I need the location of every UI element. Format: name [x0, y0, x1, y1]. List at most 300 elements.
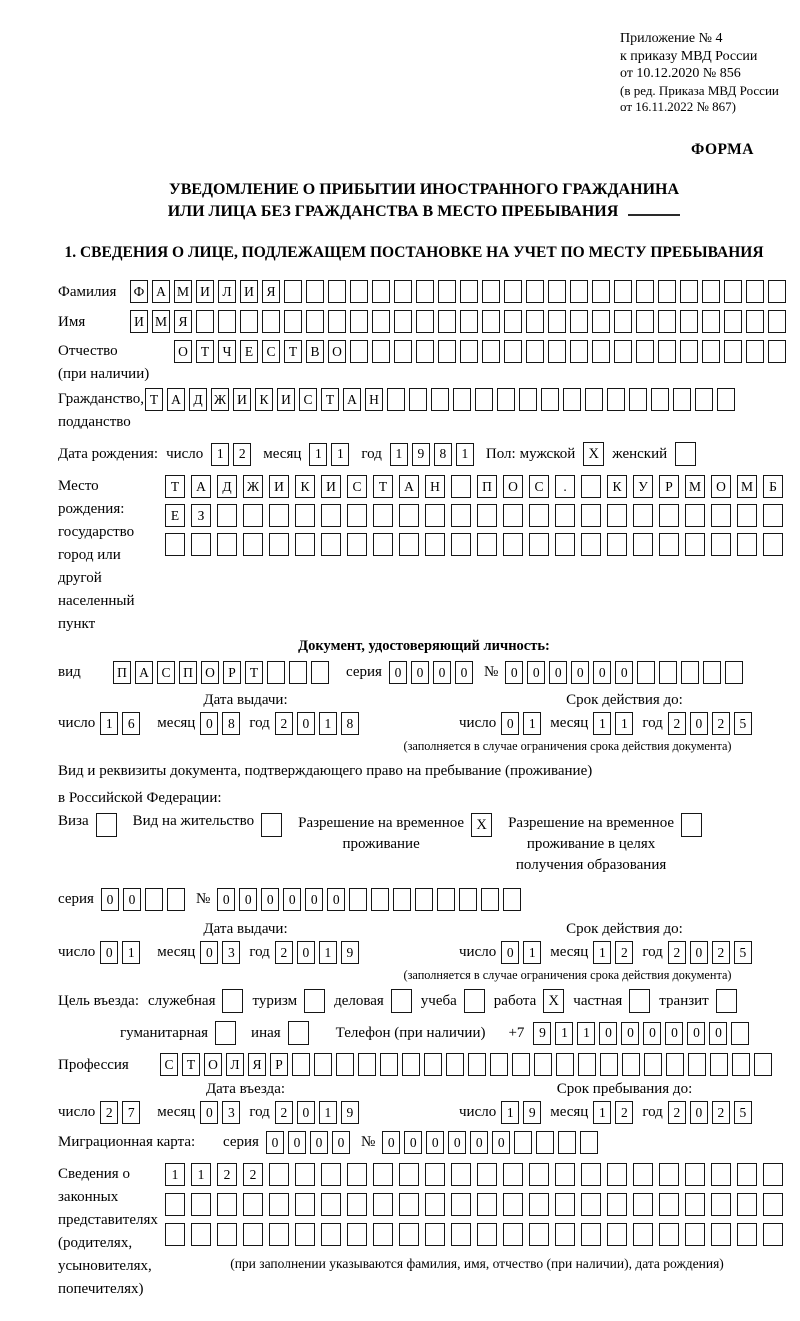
- char-cell[interactable]: [373, 1193, 393, 1216]
- char-cell[interactable]: [269, 1193, 289, 1216]
- char-cell[interactable]: [607, 388, 625, 411]
- char-cell[interactable]: [514, 1131, 532, 1154]
- char-cell[interactable]: М: [174, 280, 192, 303]
- char-cell[interactable]: [438, 280, 456, 303]
- char-cell[interactable]: [548, 280, 566, 303]
- char-cell[interactable]: [289, 661, 307, 684]
- char-cell[interactable]: [196, 310, 214, 333]
- char-cell[interactable]: [460, 310, 478, 333]
- char-cell[interactable]: О: [503, 475, 523, 498]
- char-cell[interactable]: [703, 661, 721, 684]
- char-cell[interactable]: 1: [615, 712, 633, 735]
- char-cell[interactable]: П: [179, 661, 197, 684]
- char-cell[interactable]: О: [711, 475, 731, 498]
- char-cell[interactable]: 1: [122, 941, 140, 964]
- char-cell[interactable]: [622, 1053, 640, 1076]
- char-cell[interactable]: [659, 1193, 679, 1216]
- char-cell[interactable]: И: [240, 280, 258, 303]
- char-cell[interactable]: 0: [200, 1101, 218, 1124]
- char-cell[interactable]: [217, 1193, 237, 1216]
- char-cell[interactable]: [399, 504, 419, 527]
- char-cell[interactable]: [425, 504, 445, 527]
- char-cell[interactable]: [519, 388, 537, 411]
- char-cell[interactable]: [555, 1163, 575, 1186]
- char-cell[interactable]: [490, 1053, 508, 1076]
- char-cell[interactable]: [658, 310, 676, 333]
- char-cell[interactable]: [534, 1053, 552, 1076]
- char-cell[interactable]: [451, 475, 471, 498]
- char-cell[interactable]: 0: [621, 1022, 639, 1045]
- char-cell[interactable]: [262, 310, 280, 333]
- char-cell[interactable]: [482, 310, 500, 333]
- char-cell[interactable]: [394, 340, 412, 363]
- char-cell[interactable]: А: [399, 475, 419, 498]
- char-cell[interactable]: [459, 888, 477, 911]
- char-cell[interactable]: Н: [425, 475, 445, 498]
- char-cell[interactable]: С: [299, 388, 317, 411]
- char-cell[interactable]: 0: [615, 661, 633, 684]
- char-cell[interactable]: [373, 1163, 393, 1186]
- char-cell[interactable]: 5: [734, 712, 752, 735]
- char-cell[interactable]: Я: [174, 310, 192, 333]
- char-cell[interactable]: 0: [310, 1131, 328, 1154]
- char-cell[interactable]: [347, 504, 367, 527]
- char-cell[interactable]: [711, 1193, 731, 1216]
- char-cell[interactable]: [503, 1223, 523, 1246]
- char-cell[interactable]: [409, 388, 427, 411]
- char-cell[interactable]: [399, 533, 419, 556]
- work-checkbox[interactable]: X: [543, 989, 564, 1013]
- char-cell[interactable]: 1: [523, 712, 541, 735]
- char-cell[interactable]: Т: [196, 340, 214, 363]
- char-cell[interactable]: [349, 888, 367, 911]
- char-cell[interactable]: 9: [412, 443, 430, 466]
- char-cell[interactable]: [267, 661, 285, 684]
- char-cell[interactable]: [702, 280, 720, 303]
- char-cell[interactable]: 0: [239, 888, 257, 911]
- char-cell[interactable]: [607, 1193, 627, 1216]
- char-cell[interactable]: 0: [527, 661, 545, 684]
- char-cell[interactable]: [393, 888, 411, 911]
- char-cell[interactable]: [711, 1223, 731, 1246]
- char-cell[interactable]: Т: [373, 475, 393, 498]
- char-cell[interactable]: [165, 1223, 185, 1246]
- char-cell[interactable]: [321, 533, 341, 556]
- char-cell[interactable]: [503, 888, 521, 911]
- char-cell[interactable]: 0: [549, 661, 567, 684]
- char-cell[interactable]: [556, 1053, 574, 1076]
- transit-checkbox[interactable]: [716, 989, 737, 1013]
- char-cell[interactable]: [636, 310, 654, 333]
- char-cell[interactable]: [399, 1193, 419, 1216]
- char-cell[interactable]: [548, 310, 566, 333]
- char-cell[interactable]: [475, 388, 493, 411]
- char-cell[interactable]: [737, 1223, 757, 1246]
- char-cell[interactable]: Б: [763, 475, 783, 498]
- char-cell[interactable]: [526, 280, 544, 303]
- char-cell[interactable]: [284, 310, 302, 333]
- char-cell[interactable]: [416, 280, 434, 303]
- char-cell[interactable]: 2: [275, 941, 293, 964]
- char-cell[interactable]: К: [295, 475, 315, 498]
- char-cell[interactable]: П: [477, 475, 497, 498]
- char-cell[interactable]: И: [269, 475, 289, 498]
- char-cell[interactable]: [724, 280, 742, 303]
- char-cell[interactable]: 0: [687, 1022, 705, 1045]
- char-cell[interactable]: 3: [222, 1101, 240, 1124]
- char-cell[interactable]: [581, 504, 601, 527]
- char-cell[interactable]: [529, 533, 549, 556]
- char-cell[interactable]: [680, 310, 698, 333]
- char-cell[interactable]: [372, 340, 390, 363]
- char-cell[interactable]: [438, 310, 456, 333]
- char-cell[interactable]: С: [347, 475, 367, 498]
- char-cell[interactable]: М: [685, 475, 705, 498]
- char-cell[interactable]: [585, 388, 603, 411]
- char-cell[interactable]: [504, 280, 522, 303]
- char-cell[interactable]: 2: [233, 443, 251, 466]
- char-cell[interactable]: 1: [191, 1163, 211, 1186]
- char-cell[interactable]: 0: [470, 1131, 488, 1154]
- char-cell[interactable]: [314, 1053, 332, 1076]
- char-cell[interactable]: [581, 1223, 601, 1246]
- char-cell[interactable]: [269, 1223, 289, 1246]
- char-cell[interactable]: [710, 1053, 728, 1076]
- char-cell[interactable]: [666, 1053, 684, 1076]
- char-cell[interactable]: Д: [189, 388, 207, 411]
- char-cell[interactable]: 0: [433, 661, 451, 684]
- char-cell[interactable]: [592, 280, 610, 303]
- char-cell[interactable]: О: [328, 340, 346, 363]
- char-cell[interactable]: [581, 1163, 601, 1186]
- char-cell[interactable]: [732, 1053, 750, 1076]
- char-cell[interactable]: 0: [332, 1131, 350, 1154]
- char-cell[interactable]: Ж: [243, 475, 263, 498]
- char-cell[interactable]: 1: [100, 712, 118, 735]
- char-cell[interactable]: [581, 475, 601, 498]
- char-cell[interactable]: [438, 340, 456, 363]
- char-cell[interactable]: [243, 1223, 263, 1246]
- humanitarian-checkbox[interactable]: [215, 1021, 236, 1045]
- char-cell[interactable]: [425, 1223, 445, 1246]
- char-cell[interactable]: [328, 280, 346, 303]
- char-cell[interactable]: [592, 340, 610, 363]
- char-cell[interactable]: [217, 533, 237, 556]
- char-cell[interactable]: [688, 1053, 706, 1076]
- char-cell[interactable]: Т: [165, 475, 185, 498]
- char-cell[interactable]: 1: [593, 1101, 611, 1124]
- char-cell[interactable]: [724, 310, 742, 333]
- char-cell[interactable]: [165, 1193, 185, 1216]
- char-cell[interactable]: [350, 310, 368, 333]
- char-cell[interactable]: Т: [284, 340, 302, 363]
- char-cell[interactable]: [629, 388, 647, 411]
- char-cell[interactable]: 0: [305, 888, 323, 911]
- char-cell[interactable]: [477, 1223, 497, 1246]
- char-cell[interactable]: 0: [404, 1131, 422, 1154]
- char-cell[interactable]: 0: [389, 661, 407, 684]
- char-cell[interactable]: [636, 340, 654, 363]
- char-cell[interactable]: [580, 1131, 598, 1154]
- char-cell[interactable]: [658, 340, 676, 363]
- char-cell[interactable]: [737, 504, 757, 527]
- char-cell[interactable]: И: [130, 310, 148, 333]
- char-cell[interactable]: [633, 504, 653, 527]
- char-cell[interactable]: [607, 1223, 627, 1246]
- char-cell[interactable]: 9: [341, 941, 359, 964]
- char-cell[interactable]: [217, 504, 237, 527]
- char-cell[interactable]: [607, 1163, 627, 1186]
- char-cell[interactable]: .: [555, 475, 575, 498]
- char-cell[interactable]: С: [157, 661, 175, 684]
- char-cell[interactable]: С: [262, 340, 280, 363]
- char-cell[interactable]: [633, 1193, 653, 1216]
- char-cell[interactable]: 0: [217, 888, 235, 911]
- char-cell[interactable]: [746, 280, 764, 303]
- char-cell[interactable]: 0: [709, 1022, 727, 1045]
- char-cell[interactable]: [336, 1053, 354, 1076]
- char-cell[interactable]: 8: [222, 712, 240, 735]
- char-cell[interactable]: [503, 504, 523, 527]
- char-cell[interactable]: [633, 1223, 653, 1246]
- char-cell[interactable]: 1: [593, 712, 611, 735]
- char-cell[interactable]: 2: [243, 1163, 263, 1186]
- char-cell[interactable]: 1: [309, 443, 327, 466]
- char-cell[interactable]: [685, 533, 705, 556]
- char-cell[interactable]: [581, 533, 601, 556]
- char-cell[interactable]: А: [343, 388, 361, 411]
- char-cell[interactable]: [644, 1053, 662, 1076]
- char-cell[interactable]: [695, 388, 713, 411]
- char-cell[interactable]: [503, 533, 523, 556]
- char-cell[interactable]: О: [201, 661, 219, 684]
- char-cell[interactable]: 2: [668, 1101, 686, 1124]
- char-cell[interactable]: [402, 1053, 420, 1076]
- char-cell[interactable]: Ж: [211, 388, 229, 411]
- char-cell[interactable]: [295, 1163, 315, 1186]
- char-cell[interactable]: Ф: [130, 280, 148, 303]
- char-cell[interactable]: [607, 504, 627, 527]
- char-cell[interactable]: [702, 310, 720, 333]
- char-cell[interactable]: 1: [319, 941, 337, 964]
- char-cell[interactable]: 0: [297, 712, 315, 735]
- char-cell[interactable]: [658, 280, 676, 303]
- char-cell[interactable]: [358, 1053, 376, 1076]
- char-cell[interactable]: [446, 1053, 464, 1076]
- char-cell[interactable]: [240, 310, 258, 333]
- char-cell[interactable]: [347, 533, 367, 556]
- char-cell[interactable]: О: [174, 340, 192, 363]
- char-cell[interactable]: 0: [297, 1101, 315, 1124]
- char-cell[interactable]: [503, 1193, 523, 1216]
- char-cell[interactable]: [460, 340, 478, 363]
- char-cell[interactable]: 0: [327, 888, 345, 911]
- char-cell[interactable]: 0: [690, 712, 708, 735]
- char-cell[interactable]: 9: [523, 1101, 541, 1124]
- char-cell[interactable]: [269, 533, 289, 556]
- char-cell[interactable]: [437, 888, 455, 911]
- char-cell[interactable]: 0: [593, 661, 611, 684]
- char-cell[interactable]: [737, 533, 757, 556]
- char-cell[interactable]: И: [277, 388, 295, 411]
- char-cell[interactable]: [503, 1163, 523, 1186]
- char-cell[interactable]: [555, 504, 575, 527]
- char-cell[interactable]: 0: [200, 941, 218, 964]
- char-cell[interactable]: К: [255, 388, 273, 411]
- char-cell[interactable]: Я: [248, 1053, 266, 1076]
- char-cell[interactable]: [387, 388, 405, 411]
- char-cell[interactable]: [685, 1163, 705, 1186]
- char-cell[interactable]: [217, 1223, 237, 1246]
- char-cell[interactable]: 0: [288, 1131, 306, 1154]
- char-cell[interactable]: [763, 504, 783, 527]
- char-cell[interactable]: [702, 340, 720, 363]
- char-cell[interactable]: 0: [200, 712, 218, 735]
- business-checkbox[interactable]: [391, 989, 412, 1013]
- char-cell[interactable]: 1: [331, 443, 349, 466]
- char-cell[interactable]: [451, 1223, 471, 1246]
- char-cell[interactable]: 0: [643, 1022, 661, 1045]
- char-cell[interactable]: 8: [434, 443, 452, 466]
- char-cell[interactable]: [555, 1223, 575, 1246]
- char-cell[interactable]: [415, 888, 433, 911]
- char-cell[interactable]: [451, 1193, 471, 1216]
- char-cell[interactable]: [536, 1131, 554, 1154]
- char-cell[interactable]: 0: [100, 941, 118, 964]
- char-cell[interactable]: 5: [734, 1101, 752, 1124]
- char-cell[interactable]: [754, 1053, 772, 1076]
- char-cell[interactable]: 0: [599, 1022, 617, 1045]
- char-cell[interactable]: [372, 280, 390, 303]
- char-cell[interactable]: [497, 388, 515, 411]
- char-cell[interactable]: С: [529, 475, 549, 498]
- private-checkbox[interactable]: [629, 989, 650, 1013]
- char-cell[interactable]: [399, 1163, 419, 1186]
- char-cell[interactable]: 3: [222, 941, 240, 964]
- char-cell[interactable]: 1: [319, 712, 337, 735]
- char-cell[interactable]: [347, 1163, 367, 1186]
- char-cell[interactable]: [373, 533, 393, 556]
- char-cell[interactable]: Т: [145, 388, 163, 411]
- char-cell[interactable]: 2: [615, 941, 633, 964]
- char-cell[interactable]: [607, 533, 627, 556]
- char-cell[interactable]: [680, 280, 698, 303]
- char-cell[interactable]: [284, 280, 302, 303]
- char-cell[interactable]: [570, 310, 588, 333]
- char-cell[interactable]: И: [321, 475, 341, 498]
- char-cell[interactable]: 0: [505, 661, 523, 684]
- char-cell[interactable]: [321, 1223, 341, 1246]
- char-cell[interactable]: 0: [665, 1022, 683, 1045]
- char-cell[interactable]: 0: [501, 712, 519, 735]
- char-cell[interactable]: [768, 280, 786, 303]
- char-cell[interactable]: [468, 1053, 486, 1076]
- char-cell[interactable]: [145, 888, 163, 911]
- char-cell[interactable]: [614, 340, 632, 363]
- char-cell[interactable]: [763, 1193, 783, 1216]
- char-cell[interactable]: 2: [712, 941, 730, 964]
- char-cell[interactable]: [578, 1053, 596, 1076]
- char-cell[interactable]: 8: [341, 712, 359, 735]
- char-cell[interactable]: [451, 1163, 471, 1186]
- char-cell[interactable]: [717, 388, 735, 411]
- char-cell[interactable]: [481, 888, 499, 911]
- char-cell[interactable]: 1: [555, 1022, 573, 1045]
- char-cell[interactable]: [347, 1223, 367, 1246]
- char-cell[interactable]: Т: [245, 661, 263, 684]
- char-cell[interactable]: [425, 533, 445, 556]
- char-cell[interactable]: [592, 310, 610, 333]
- char-cell[interactable]: [482, 280, 500, 303]
- char-cell[interactable]: [636, 280, 654, 303]
- char-cell[interactable]: 0: [382, 1131, 400, 1154]
- char-cell[interactable]: 1: [577, 1022, 595, 1045]
- char-cell[interactable]: [295, 533, 315, 556]
- char-cell[interactable]: 2: [217, 1163, 237, 1186]
- char-cell[interactable]: [711, 533, 731, 556]
- char-cell[interactable]: 1: [319, 1101, 337, 1124]
- char-cell[interactable]: 0: [448, 1131, 466, 1154]
- char-cell[interactable]: О: [204, 1053, 222, 1076]
- char-cell[interactable]: [321, 1163, 341, 1186]
- char-cell[interactable]: [451, 504, 471, 527]
- char-cell[interactable]: [477, 1193, 497, 1216]
- char-cell[interactable]: 2: [712, 712, 730, 735]
- char-cell[interactable]: [167, 888, 185, 911]
- char-cell[interactable]: [243, 504, 263, 527]
- char-cell[interactable]: 1: [456, 443, 474, 466]
- char-cell[interactable]: 1: [390, 443, 408, 466]
- char-cell[interactable]: [191, 1223, 211, 1246]
- char-cell[interactable]: У: [633, 475, 653, 498]
- char-cell[interactable]: И: [233, 388, 251, 411]
- char-cell[interactable]: [731, 1022, 749, 1045]
- char-cell[interactable]: [685, 1223, 705, 1246]
- char-cell[interactable]: [371, 888, 389, 911]
- char-cell[interactable]: [541, 388, 559, 411]
- char-cell[interactable]: [768, 340, 786, 363]
- char-cell[interactable]: [347, 1193, 367, 1216]
- char-cell[interactable]: М: [152, 310, 170, 333]
- char-cell[interactable]: 1: [501, 1101, 519, 1124]
- char-cell[interactable]: [477, 1163, 497, 1186]
- char-cell[interactable]: 0: [261, 888, 279, 911]
- char-cell[interactable]: [328, 310, 346, 333]
- tourism-checkbox[interactable]: [304, 989, 325, 1013]
- char-cell[interactable]: [570, 340, 588, 363]
- char-cell[interactable]: 2: [712, 1101, 730, 1124]
- char-cell[interactable]: [321, 504, 341, 527]
- char-cell[interactable]: [269, 1163, 289, 1186]
- char-cell[interactable]: [373, 504, 393, 527]
- char-cell[interactable]: [431, 388, 449, 411]
- temp-residence-checkbox[interactable]: X: [471, 813, 492, 837]
- char-cell[interactable]: [680, 340, 698, 363]
- char-cell[interactable]: [600, 1053, 618, 1076]
- char-cell[interactable]: Д: [217, 475, 237, 498]
- char-cell[interactable]: [306, 280, 324, 303]
- official-checkbox[interactable]: [222, 989, 243, 1013]
- char-cell[interactable]: [460, 280, 478, 303]
- char-cell[interactable]: [768, 310, 786, 333]
- char-cell[interactable]: [504, 310, 522, 333]
- char-cell[interactable]: [191, 1193, 211, 1216]
- char-cell[interactable]: [746, 310, 764, 333]
- char-cell[interactable]: 0: [571, 661, 589, 684]
- char-cell[interactable]: 2: [668, 941, 686, 964]
- char-cell[interactable]: М: [737, 475, 757, 498]
- char-cell[interactable]: Р: [270, 1053, 288, 1076]
